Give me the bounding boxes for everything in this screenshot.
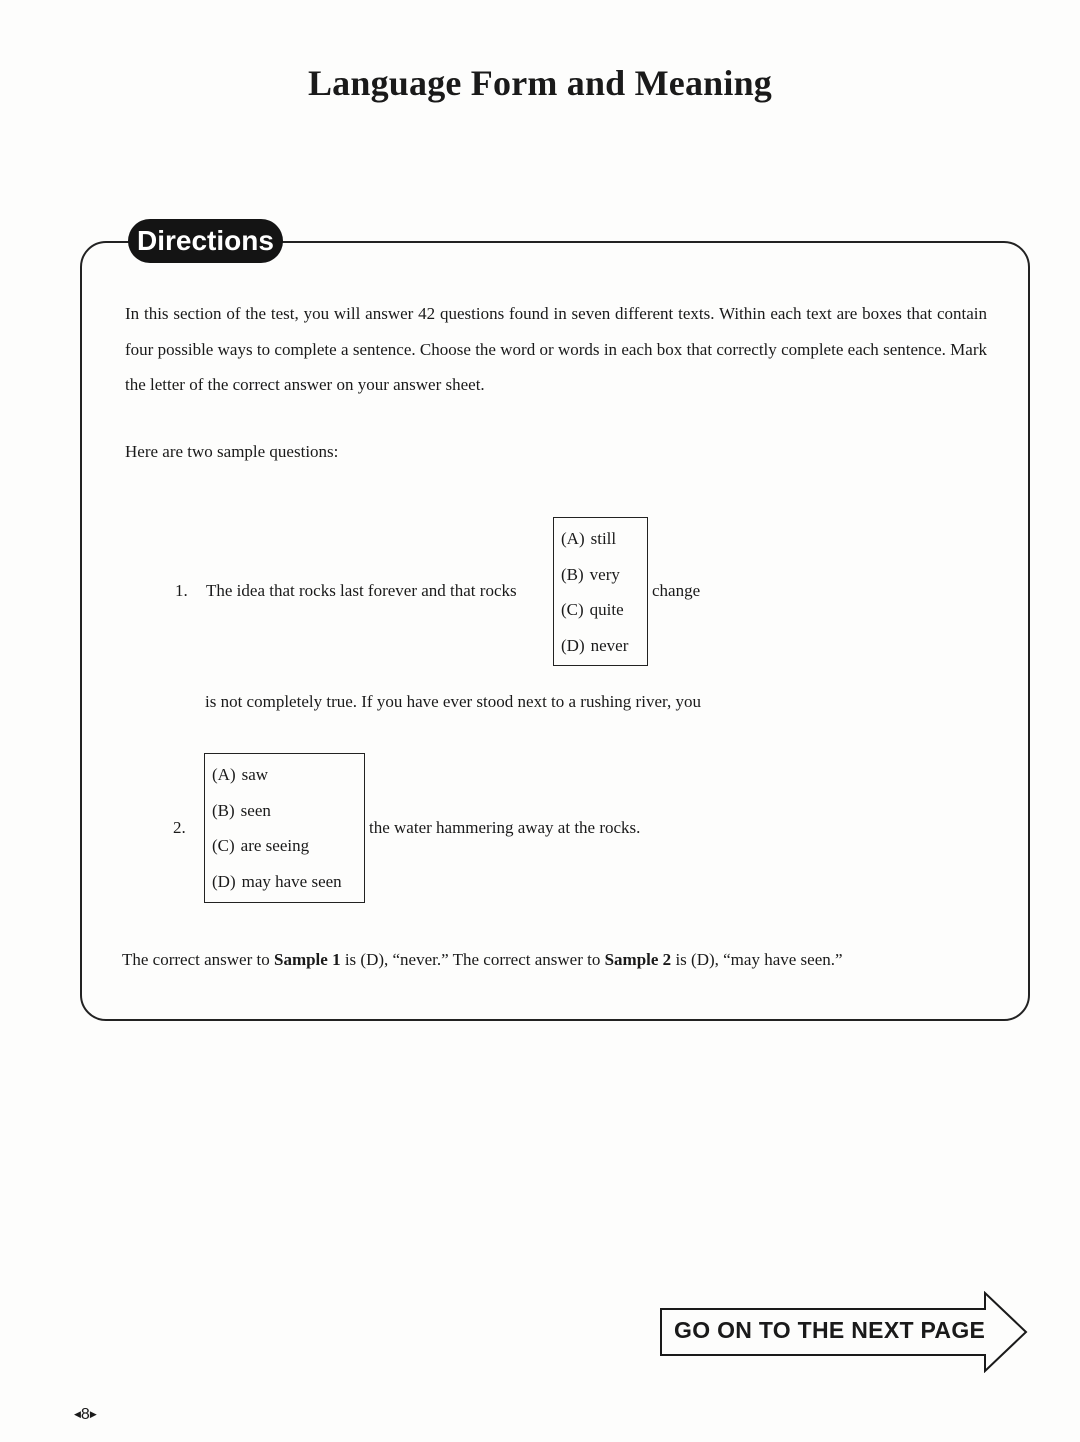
question-2-number: 2. [173,818,186,837]
next-page-label: GO ON TO THE NEXT PAGE [674,1317,986,1343]
question-2-options-box [204,753,365,903]
triangle-left-icon: ◀ [74,1409,81,1419]
question-1-option-b[interactable]: (B) very [561,564,620,584]
triangle-right-icon: ▶ [89,1409,97,1419]
question-1-option-a[interactable]: (A) still [561,529,617,548]
directions-label: Directions [128,219,283,263]
question-2-option-b[interactable]: (B) seen [212,800,271,820]
question-2-option-c[interactable]: (C) are seeing [212,836,310,855]
passage-continuation: is not completely true. If you have ever stood next to a rushing river, you [205,692,701,711]
question-1-stem: The idea that rocks last forever and that rocks [206,581,517,600]
question-2-after-text: the water hammering away at the rocks. [369,818,641,837]
samples-intro: Here are two sample questions: [125,442,339,461]
question-1-option-d[interactable]: (D) never [561,635,629,655]
next-page-arrow[interactable] [660,1291,1028,1373]
question-2-option-a[interactable]: (A) saw [212,765,269,784]
question-1-number: 1. [175,581,188,600]
page-number: ◀8▶ [74,1406,97,1423]
page-title: Language Form and Meaning [307,63,773,103]
answer-explanation: The correct answer to Sample 1 is (D), “never.” The correct answer to Sample 2 is (D), “may have seen.” [122,950,843,969]
question-1-after-text: change [652,581,701,600]
directions-intro: In this section of the test, you will answer 42 questions found in seven different texts. Within each text are boxes that contain four possible ways to complete a sentence. Choose the word or words in each box that correctly complete each sentence. Mark the letter of the correct answer on your answer sheet. [125,304,987,394]
question-1-options-box [553,517,648,666]
question-2-option-d[interactable]: (D) may have seen [212,871,342,891]
question-1-option-c[interactable]: (C) quite [561,600,624,619]
